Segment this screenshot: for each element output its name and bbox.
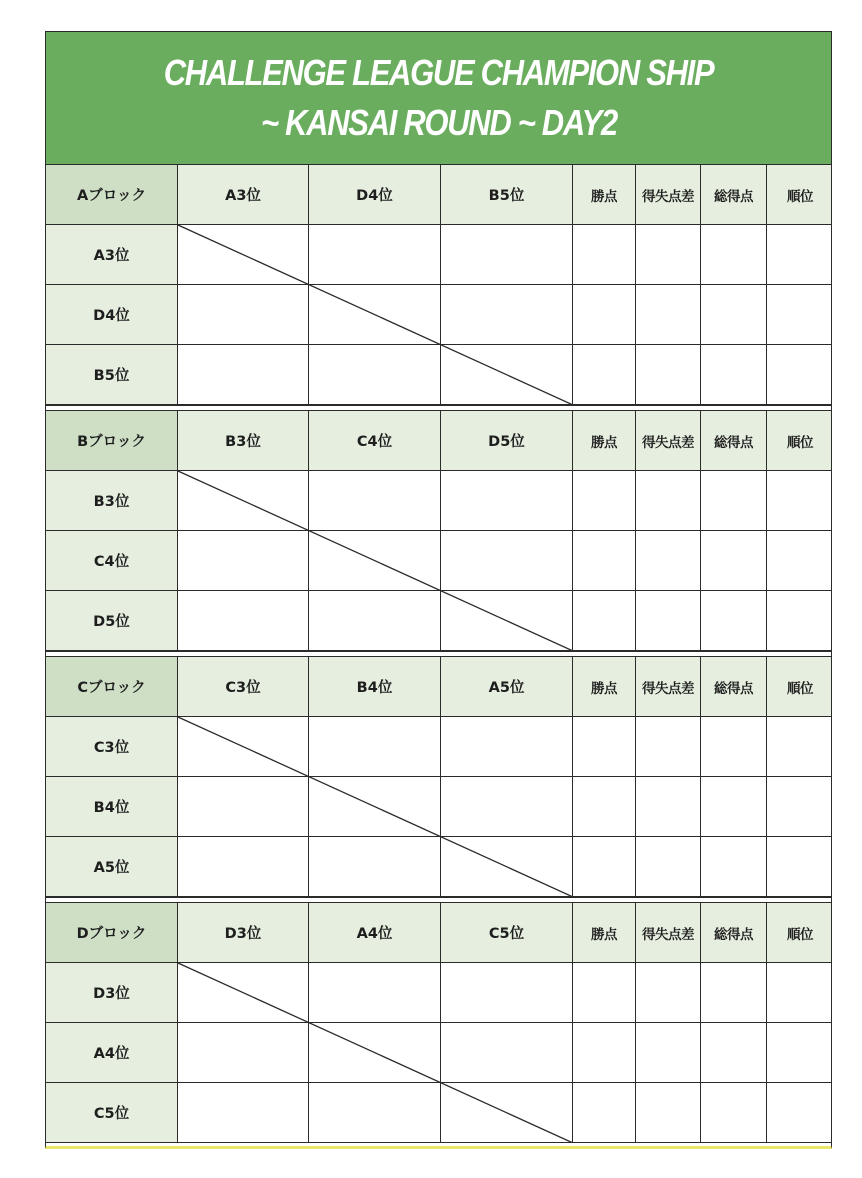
stat-cell[interactable] xyxy=(767,1083,832,1143)
stat-cell[interactable] xyxy=(767,1023,832,1083)
match-result-cell[interactable] xyxy=(178,1023,309,1083)
stat-cell[interactable] xyxy=(573,471,636,531)
standings-sheet xyxy=(45,31,832,1149)
row-team-label: A3位 xyxy=(46,225,178,285)
match-result-cell[interactable] xyxy=(309,963,441,1023)
column-team-header: D3位 xyxy=(178,903,309,963)
match-result-cell[interactable] xyxy=(178,531,309,591)
stat-cell[interactable] xyxy=(767,345,832,405)
match-result-cell[interactable] xyxy=(178,591,309,651)
column-team-header: D5位 xyxy=(441,411,573,471)
match-result-cell[interactable] xyxy=(309,345,441,405)
stat-header: 順位 xyxy=(767,903,832,963)
stat-header: 勝点 xyxy=(573,657,636,717)
block-b xyxy=(46,411,831,651)
stat-header: 総得点 xyxy=(701,903,767,963)
stat-cell[interactable] xyxy=(573,225,636,285)
stat-cell[interactable] xyxy=(701,345,767,405)
stat-cell[interactable] xyxy=(573,1083,636,1143)
stat-cell[interactable] xyxy=(701,531,767,591)
stat-cell[interactable] xyxy=(636,285,701,345)
stat-cell[interactable] xyxy=(636,471,701,531)
block-name: Cブロック xyxy=(46,657,178,717)
self-match-cell xyxy=(178,963,309,1023)
column-team-header: B4位 xyxy=(309,657,441,717)
match-result-cell[interactable] xyxy=(441,777,573,837)
self-match-cell xyxy=(441,837,573,897)
stat-header: 勝点 xyxy=(573,411,636,471)
stat-cell[interactable] xyxy=(636,225,701,285)
stat-cell[interactable] xyxy=(701,591,767,651)
stat-cell[interactable] xyxy=(701,1083,767,1143)
stat-cell[interactable] xyxy=(573,531,636,591)
row-team-label: C5位 xyxy=(46,1083,178,1143)
match-result-cell[interactable] xyxy=(178,1083,309,1143)
stat-cell[interactable] xyxy=(767,285,832,345)
stat-header: 得失点差 xyxy=(636,903,701,963)
column-team-header: B3位 xyxy=(178,411,309,471)
title-line-2: ~ KANSAI ROUND ~ DAY2 xyxy=(260,102,617,143)
match-result-cell[interactable] xyxy=(441,531,573,591)
stat-cell[interactable] xyxy=(636,531,701,591)
stat-header: 総得点 xyxy=(701,657,767,717)
row-team-label: C3位 xyxy=(46,717,178,777)
stat-cell[interactable] xyxy=(573,285,636,345)
row-team-label: C4位 xyxy=(46,531,178,591)
column-team-header: A5位 xyxy=(441,657,573,717)
match-result-cell[interactable] xyxy=(441,225,573,285)
block-d xyxy=(46,903,831,1143)
match-result-cell[interactable] xyxy=(178,837,309,897)
column-team-header: A3位 xyxy=(178,165,309,225)
match-result-cell[interactable] xyxy=(178,285,309,345)
row-team-label: D5位 xyxy=(46,591,178,651)
stat-cell[interactable] xyxy=(767,531,832,591)
stat-cell[interactable] xyxy=(636,717,701,777)
match-result-cell[interactable] xyxy=(441,717,573,777)
stat-cell[interactable] xyxy=(573,345,636,405)
stat-cell[interactable] xyxy=(636,963,701,1023)
stat-cell[interactable] xyxy=(636,1023,701,1083)
row-team-label: B3位 xyxy=(46,471,178,531)
self-match-cell xyxy=(178,717,309,777)
stat-cell[interactable] xyxy=(701,963,767,1023)
stat-cell[interactable] xyxy=(767,717,832,777)
self-match-cell xyxy=(309,285,441,345)
self-match-cell xyxy=(178,471,309,531)
match-result-cell[interactable] xyxy=(178,345,309,405)
stat-header: 順位 xyxy=(767,411,832,471)
stat-cell[interactable] xyxy=(573,777,636,837)
self-match-cell xyxy=(309,777,441,837)
block-name: Bブロック xyxy=(46,411,178,471)
stat-header: 順位 xyxy=(767,165,832,225)
stat-header: 得失点差 xyxy=(636,165,701,225)
stat-cell[interactable] xyxy=(701,717,767,777)
self-match-cell xyxy=(441,591,573,651)
stat-cell[interactable] xyxy=(701,225,767,285)
stat-header: 得失点差 xyxy=(636,657,701,717)
match-result-cell[interactable] xyxy=(309,591,441,651)
row-team-label: A4位 xyxy=(46,1023,178,1083)
stat-cell[interactable] xyxy=(573,837,636,897)
self-match-cell xyxy=(441,345,573,405)
stat-cell[interactable] xyxy=(573,591,636,651)
self-match-cell xyxy=(309,531,441,591)
stat-cell[interactable] xyxy=(701,837,767,897)
column-team-header: B5位 xyxy=(441,165,573,225)
block-name: Aブロック xyxy=(46,165,178,225)
match-result-cell[interactable] xyxy=(441,285,573,345)
column-team-header: C3位 xyxy=(178,657,309,717)
stat-cell[interactable] xyxy=(573,963,636,1023)
stat-cell[interactable] xyxy=(636,591,701,651)
match-result-cell[interactable] xyxy=(178,777,309,837)
stat-header: 総得点 xyxy=(701,411,767,471)
self-match-cell xyxy=(309,1023,441,1083)
stat-cell[interactable] xyxy=(767,591,832,651)
stat-cell[interactable] xyxy=(636,1083,701,1143)
stat-cell[interactable] xyxy=(636,345,701,405)
stat-header: 勝点 xyxy=(573,903,636,963)
self-match-cell xyxy=(178,225,309,285)
match-result-cell[interactable] xyxy=(309,471,441,531)
column-team-header: C5位 xyxy=(441,903,573,963)
stat-cell[interactable] xyxy=(573,1023,636,1083)
stat-cell[interactable] xyxy=(701,471,767,531)
stat-cell[interactable] xyxy=(767,471,832,531)
match-result-cell[interactable] xyxy=(441,471,573,531)
match-result-cell[interactable] xyxy=(309,225,441,285)
match-result-cell[interactable] xyxy=(441,1023,573,1083)
column-team-header: D4位 xyxy=(309,165,441,225)
column-team-header: C4位 xyxy=(309,411,441,471)
stat-cell[interactable] xyxy=(767,777,832,837)
block-a xyxy=(46,165,831,405)
match-result-cell[interactable] xyxy=(309,837,441,897)
stat-cell[interactable] xyxy=(701,285,767,345)
row-team-label: D4位 xyxy=(46,285,178,345)
stat-cell[interactable] xyxy=(701,1023,767,1083)
title-line-1: CHALLENGE LEAGUE CHAMPION SHIP xyxy=(163,52,714,93)
row-team-label: A5位 xyxy=(46,837,178,897)
self-match-cell xyxy=(441,1083,573,1143)
row-team-label: D3位 xyxy=(46,963,178,1023)
match-result-cell[interactable] xyxy=(309,717,441,777)
stat-cell[interactable] xyxy=(767,963,832,1023)
block-c xyxy=(46,657,831,897)
stat-cell[interactable] xyxy=(636,837,701,897)
stat-cell[interactable] xyxy=(767,225,832,285)
row-team-label: B4位 xyxy=(46,777,178,837)
match-result-cell[interactable] xyxy=(441,963,573,1023)
stat-header: 得失点差 xyxy=(636,411,701,471)
stat-header: 順位 xyxy=(767,657,832,717)
row-team-label: B5位 xyxy=(46,345,178,405)
title-banner xyxy=(46,32,831,165)
block-name: Dブロック xyxy=(46,903,178,963)
stat-header: 勝点 xyxy=(573,165,636,225)
match-result-cell[interactable] xyxy=(309,1083,441,1143)
column-team-header: A4位 xyxy=(309,903,441,963)
stat-cell[interactable] xyxy=(573,717,636,777)
stat-cell[interactable] xyxy=(767,837,832,897)
stat-cell[interactable] xyxy=(701,777,767,837)
stat-cell[interactable] xyxy=(636,777,701,837)
stat-header: 総得点 xyxy=(701,165,767,225)
